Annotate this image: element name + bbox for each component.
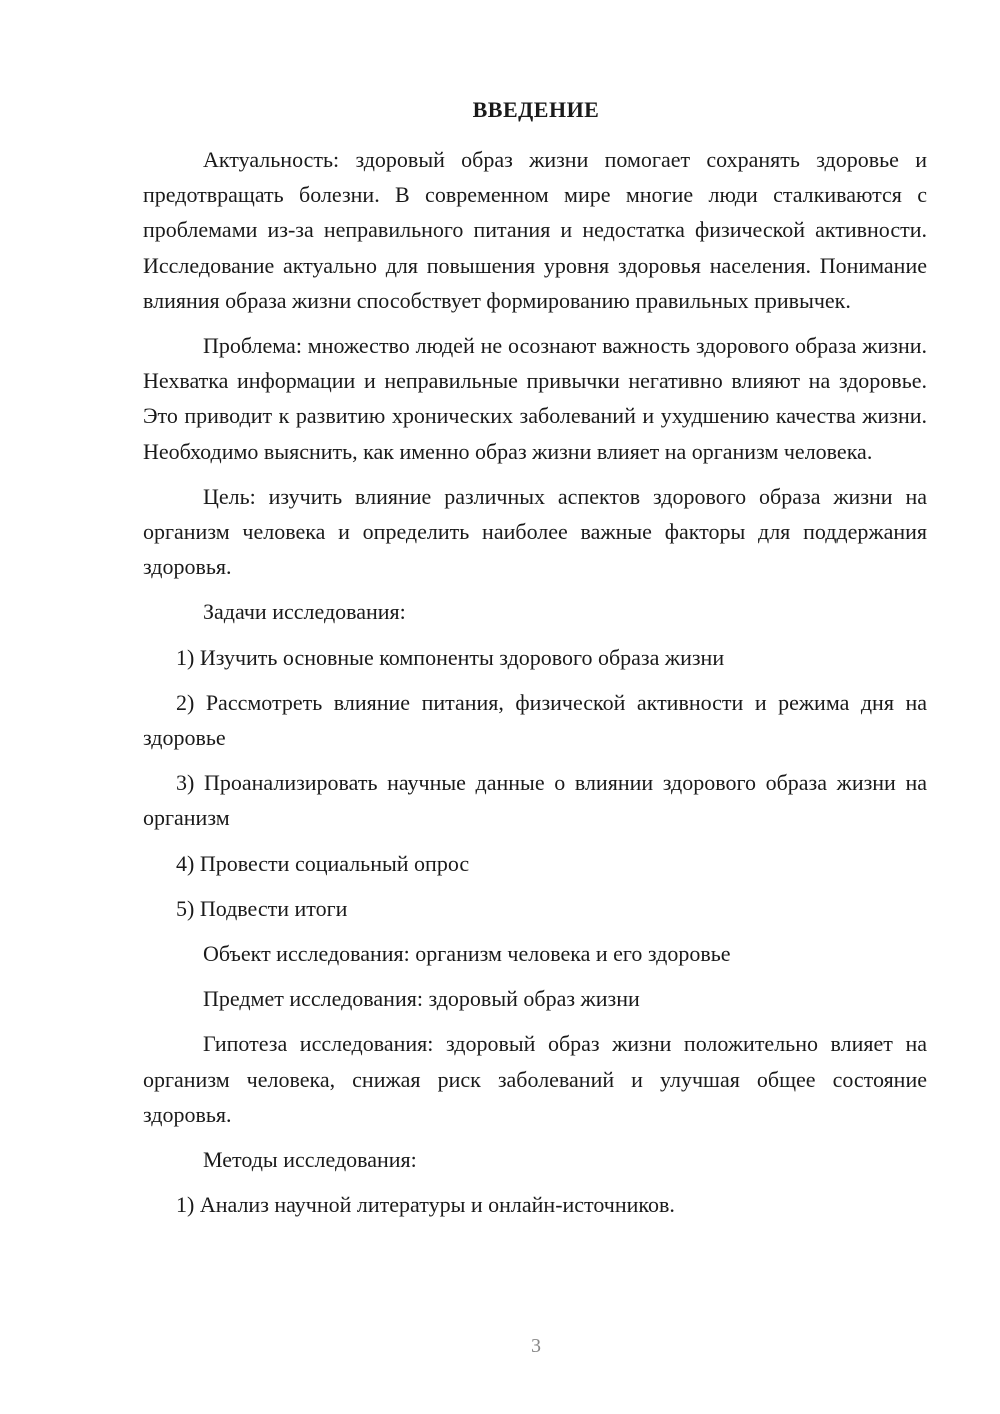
document-body: [143, 142, 927, 1222]
page-title: ВВЕДЕНИЕ: [472, 97, 600, 122]
method-item: 1) Анализ научной литературы и онлайн-источников.: [176, 1192, 675, 1218]
subject-paragraph: Предмет исследования: здоровый образ жизни: [203, 986, 640, 1012]
relevance-paragraph: Актуальность: здоровый образ жизни помогает сохранять здоровье и предотвращать болезни. В современном мире многие люди сталкиваются с проблемами из-за неправильного питания и недостатка физической активности. Исследование актуально для повышения уровня здоровья населения. Понимание влияния образа жизни способствует формированию правильных привычек.: [143, 147, 927, 313]
goal-paragraph: Цель: изучить влияние различных аспектов здорового образа жизни на организм человека и определить наиболее важные факторы для поддержания здоровья.: [143, 483, 927, 580]
methods-title: Методы исследования:: [203, 1147, 417, 1173]
problem-paragraph: Проблема: множество людей не осознают важность здорового образа жизни. Нехватка информации и неправильные привычки негативно влияют на здоровье. Это приводит к развитию хронических заболеваний и ухудшению качества жизни. Необходимо выяснить, как именно образ жизни влияет на организм человека.: [143, 333, 927, 464]
hypothesis-paragraph: Гипотеза исследования: здоровый образ жизни положительно влияет на организм человека, снижая риск заболеваний и улучшая общее состояние здоровья.: [143, 1031, 927, 1127]
task-item: 3) Проанализировать научные данные о влиянии здорового образа жизни на организм: [143, 770, 927, 831]
tasks-title: Задачи исследования:: [203, 599, 406, 625]
object-paragraph: Объект исследования: организм человека и его здоровье: [203, 941, 731, 967]
task-item: 2) Рассмотреть влияние питания, физической активности и режима дня на здоровье: [143, 689, 927, 751]
task-item: 5) Подвести итоги: [176, 895, 348, 921]
page-number: 3: [531, 1335, 541, 1357]
task-item: 1) Изучить основные компоненты здорового образа жизни: [176, 644, 725, 670]
task-item: 4) Провести социальный опрос: [176, 850, 470, 876]
